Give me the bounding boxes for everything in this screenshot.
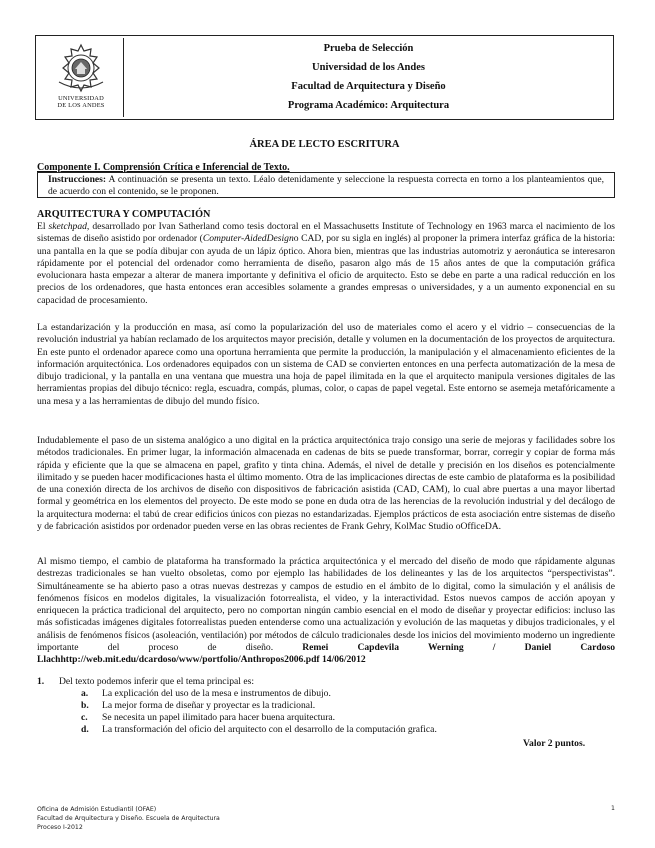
article-title: ARQUITECTURA Y COMPUTACIÓN <box>37 209 211 220</box>
question-value: Valor 2 puntos. <box>523 738 586 749</box>
p1-sketchpad-term: sketchpad <box>48 221 87 232</box>
footer-line-2: Facultad de Arquitectura y Diseño. Escuela de Arquitectura <box>37 815 220 822</box>
option-text: Se necesita un papel ilimitado para hacer buena arquitectura. <box>102 712 336 723</box>
p1-text-c: o CAD, por su sigla en inglés) al proponer la primera interfaz gráfica de la historia: una pantalla en la que se podía dibujar con ayuda de un lápiz óptico. Ahora bien, mientras que las industrias automotriz y aeronáutica se interesaron rápidamente por el potencial del ordenador como herramienta de diseño, pasaron algo más de 15 años antes de que la computación gráfica evolucionara hasta empezar a alterar de manera importante y definitiva el oficio de arquitecto. Esto se debe en parte a una radical reducción en los precios de los ordenadores, que hasta entonces eran accesibles solamente a grandes empresas o universidades, y a un aumento exponencial en su capacidad de procesamiento. <box>37 233 615 306</box>
component-heading: Componente I. Comprensión Crítica e Inferencial de Texto. <box>37 162 290 173</box>
p1-cad-term: Computer-AidedDesign <box>202 233 294 245</box>
paragraph-3: Indudablemente el paso de un sistema analógico a uno digital en la práctica arquitectónica trajo consigo una serie de mejoras y facilidades sobre los métodos tradicionales. En primer lugar, la información almacenada en cadenas de bits se puede transformar, borrar, corregir y copiar de forma más rápida y eficiente que la que se almacena en papel, grafito y tinta china. Además, el nivel de detalle y precisión en los diseños es potencialmente ilimitado y se pueden hacer modificaciones hasta el último momento. Otra de las implicaciones directas de este cambio de plataforma es la posibilidad de una conexión directa de los archivos de diseño con dispositivos de fabricación asistida (CAD, CAM), lo cual abre puertas a una mayor libertad formal y geométrica en los elementos del proyecto. De este modo se pone en duda otra de las herencias de la revolución industrial y del decálogo de la arquitectura moderna: el tabú de crear edificios únicos con piezas no estandarizadas. Ejemplos prácticos de esta asociación entre sistemas de diseño y de fabricación asistidos por ordenador pueden verse en las obras recientes de Frank Gehry, KolMac Studio oOfficeDA. <box>37 435 615 533</box>
logo-text-line2: DE LOS ANDES <box>57 102 105 109</box>
header-line-university: Universidad de los Andes <box>312 62 425 73</box>
paragraph-1 <box>37 221 615 307</box>
option-text: La transformación del oficio del arquitecto con el desarrollo de la computación grafica. <box>102 724 437 735</box>
p1-text-b: , desarrollado por Ivan Satherland como tesis doctoral en el Massachusetts Institute of Technology en 1963 marca el nacimiento de los sistemas de diseño asistido por ordenador ( <box>37 221 615 245</box>
option-text: La explicación del uso de la mesa e instrumentos de dibujo. <box>102 688 331 699</box>
header-line-faculty: Facultad de Arquitectura y Diseño <box>291 81 446 92</box>
citation: Remei Capdevila Werning / Daniel Cardoso Llachhttp://web.mit.edu/dcardoso/www/portfolio/Anthropos2006.pdf 14/06/2012 <box>37 642 615 666</box>
p1-text-a: El <box>37 221 49 232</box>
option-text: La mejor forma de diseñar y proyectar es la tradicional. <box>102 700 316 711</box>
footer <box>37 805 220 832</box>
header-box <box>35 35 614 120</box>
page-number: 1 <box>611 805 615 812</box>
area-title: ÁREA DE LECTO ESCRITURA <box>249 139 400 150</box>
footer-line-1: Oficina de Admisión Estudiantil (OFAE) <box>37 806 157 813</box>
question-text: Del texto podemos inferir que el tema principal es: <box>59 676 255 687</box>
university-logo <box>38 38 124 117</box>
instructions-text: A continuación se presenta un texto. Léalo detenidamente y seleccione la respuesta correcta en torno a los planteamientos que, de acuerdo con el contenido, se le proponen. <box>48 174 604 197</box>
instructions-label: Instrucciones: <box>48 174 107 185</box>
paragraph-2: La estandarización y la producción en masa, así como la popularización del uso de materiales como el acero y el vidrio – consecuencias de la revolución industrial ya habían reclamado de los arquitectos mayor precisión, detalle y volumen en la documentación de los proyectos de arquitectura. En este punto el ordenador aparece como una oportuna herramienta que permite la producción, la manipulación y el almacenamiento eficientes de la información arquitectónica. Los ordenadores equipados con un sistema de CAD se convierten entonces en una perfecta automatización de la mesa de dibujo tradicional, y la pantalla en una ventana que muestra una hoja de papel ilimitada en la que el arquitecto manipula versiones digitales de las herramientas propias del dibujo técnico: regla, escuadra, compás, plumas, color, o capas de papel vegetal. Este entorno se asemeja metafóricamente a una mesa y a las herramientas de dibujo del mundo físico. <box>37 322 615 407</box>
logo-text-line1: UNIVERSIDAD <box>58 95 104 102</box>
header-line-test: Prueba de Selección <box>323 43 414 54</box>
option-letter: d. <box>81 724 89 735</box>
paragraph-4 <box>37 556 615 667</box>
header-titles <box>124 39 613 115</box>
header-line-program: Programa Académico: Arquitectura <box>287 100 450 111</box>
option-letter: b. <box>81 700 89 711</box>
footer-line-3: Proceso I-2012 <box>37 824 83 831</box>
university-seal-icon <box>53 42 109 94</box>
p4-text: Al mismo tiempo, el cambio de plataforma ha transformado la práctica arquitectónica y el mercado del diseño de modo que rápidamente algunas destrezas tradicionales se han vuelto obsoletas, como por ejemplo las habilidades de los delineantes y las de los arquitectos “perspectivistas”. Simultáneamente se ha abierto paso a otras nuevas destrezas y campos de estudio en el ámbito de lo digital, como la simulación y el análisis de fenómenos físicos en modelos digitales, la visualización fotorrealista, el video, y la interactividad. Estos nuevos campos de acción apoyan y enriquecen la práctica tradicional del arquitecto, pero no comportan ningún cambio esencial en el modo de diseñar y proyectar edificios: incluso las más sofisticadas imágenes digitales fotorrealistas pueden entenderse como una actualización y evolución de las maquetas y dibujos tradicionales, y el análisis de fenómenos físicos (asoleación, ventilación) por métodos de cálculo tradicionales desde los inicios del movimiento moderno un ingrediente importante del proceso de diseño. <box>37 556 615 654</box>
option-letter: a. <box>81 688 89 699</box>
option-letter: c. <box>81 712 88 723</box>
question-number: 1. <box>37 676 45 687</box>
instructions-box <box>37 172 615 198</box>
